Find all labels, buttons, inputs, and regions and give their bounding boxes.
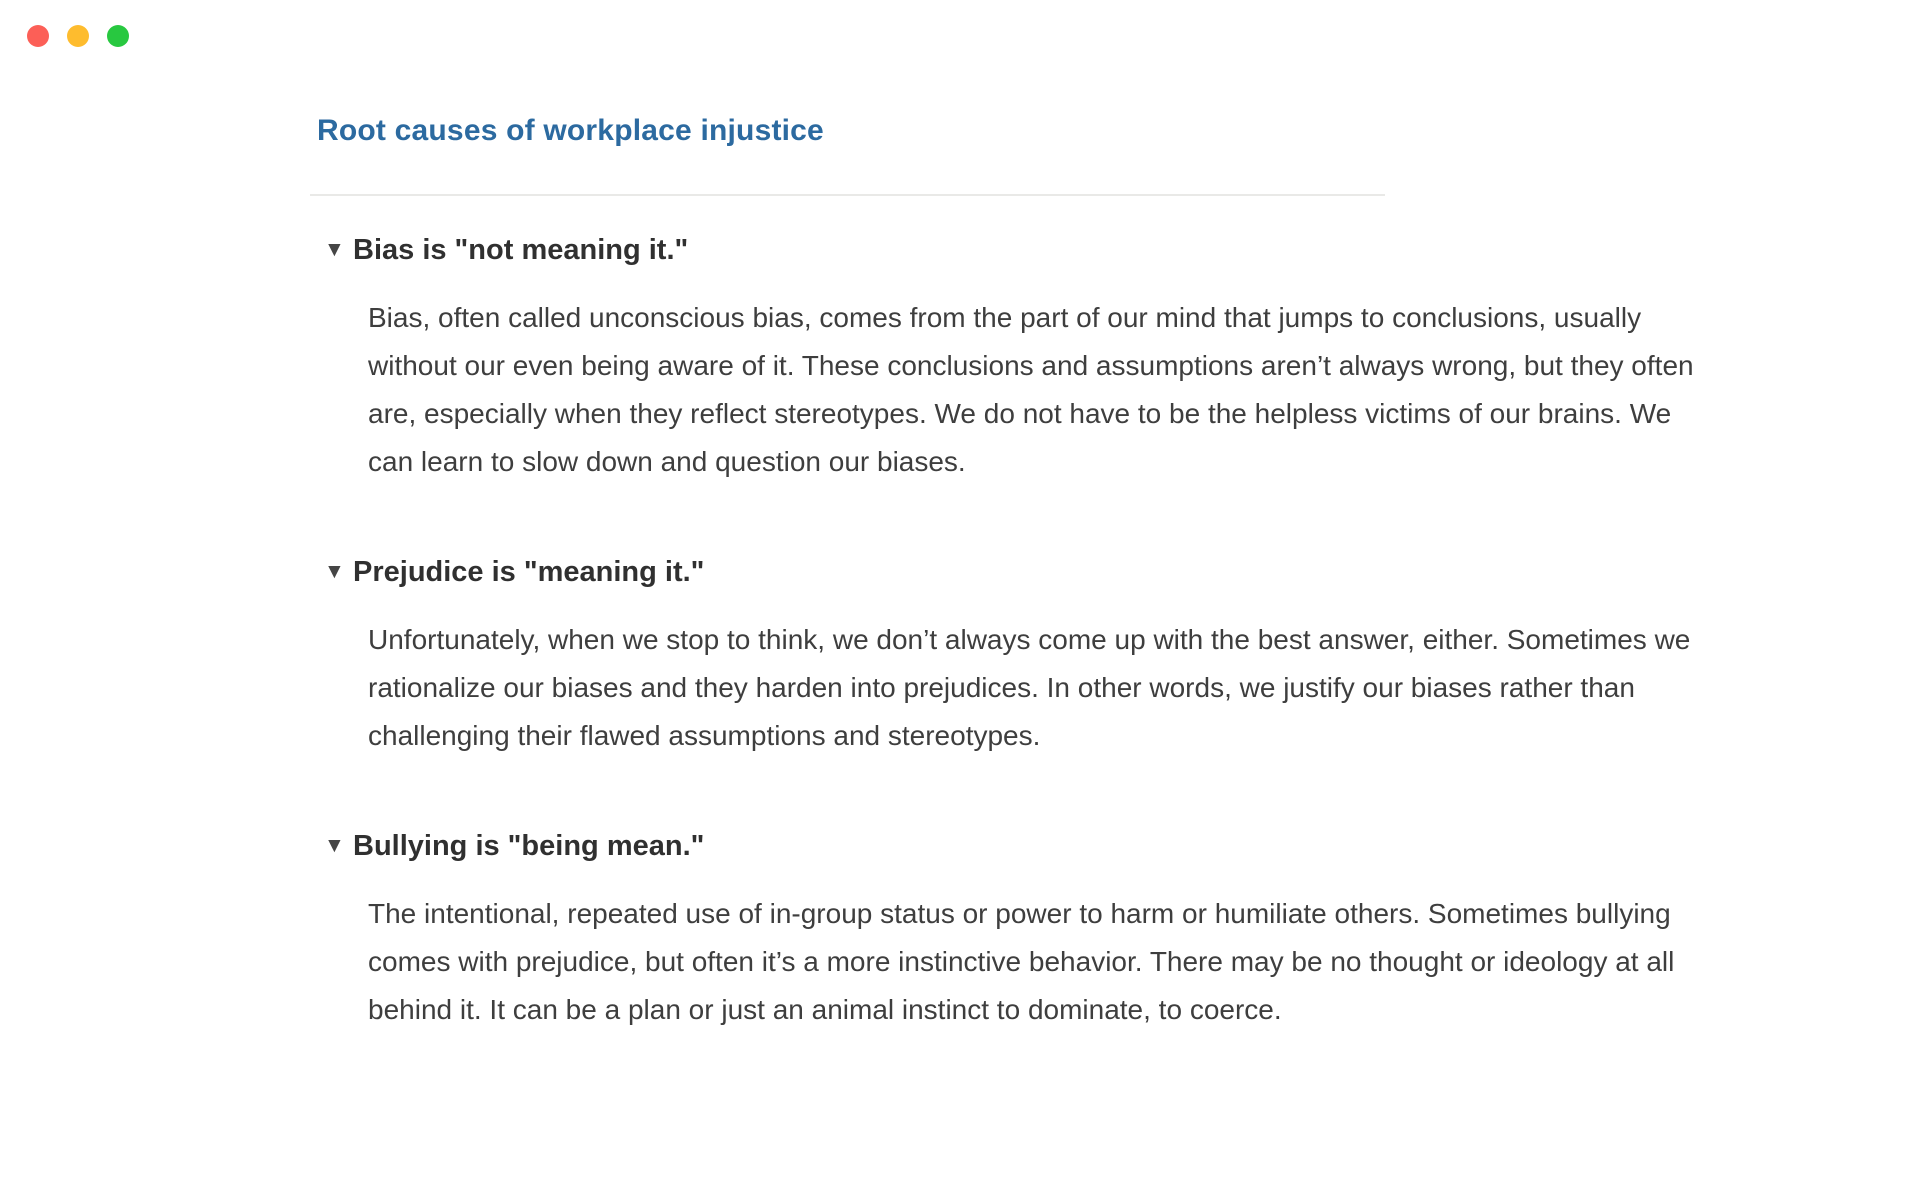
document-canvas xyxy=(310,110,1720,1034)
section-body-bias[interactable]: Bias, often called unconscious bias, comes from the part of our mind that jumps to conclusions, usually without our even being aware of it. These conclusions and assumptions aren’t always wrong, but they often are, especially when they reflect stereotypes. We do not have to be the helpless victims of our brains. We can learn to slow down and question our biases. xyxy=(368,302,1694,477)
minimize-window-icon[interactable] xyxy=(67,25,89,47)
close-window-icon[interactable] xyxy=(27,25,49,47)
window-titlebar xyxy=(27,25,129,47)
section-heading-bias[interactable]: Bias is "not meaning it." xyxy=(353,234,689,266)
section-header xyxy=(310,228,1720,272)
collapse-triangle-icon[interactable]: ▼ xyxy=(324,834,345,857)
section-header xyxy=(310,824,1720,868)
section-header xyxy=(310,550,1720,594)
toggle-section-bullying xyxy=(310,824,1720,1034)
collapse-triangle-icon[interactable]: ▼ xyxy=(324,238,345,261)
toggle-section-bias xyxy=(310,228,1720,486)
section-body-bullying[interactable]: The intentional, repeated use of in-group status or power to harm or humiliate others. Sometimes bullying comes with prejudice, but often it’s a more instinctive behavior. There may be no thought or ideology at all behind it. It can be a plan or just an animal instinct to dominate, to coerce. xyxy=(368,898,1675,1025)
title-divider xyxy=(310,194,1385,196)
section-body-prejudice[interactable]: Unfortunately, when we stop to think, we don’t always come up with the best answer, either. Sometimes we rationalize our biases and they harden into prejudices. In other words, we justify our biases rather than challenging their flawed assumptions and stereotypes. xyxy=(368,624,1691,751)
toggle-section-prejudice xyxy=(310,550,1720,760)
section-heading-prejudice[interactable]: Prejudice is "meaning it." xyxy=(353,556,705,588)
section-heading-bullying[interactable]: Bullying is "being mean." xyxy=(353,830,705,862)
collapse-triangle-icon[interactable]: ▼ xyxy=(324,560,345,583)
fullscreen-window-icon[interactable] xyxy=(107,25,129,47)
page-title[interactable]: Root causes of workplace injustice xyxy=(317,114,824,147)
